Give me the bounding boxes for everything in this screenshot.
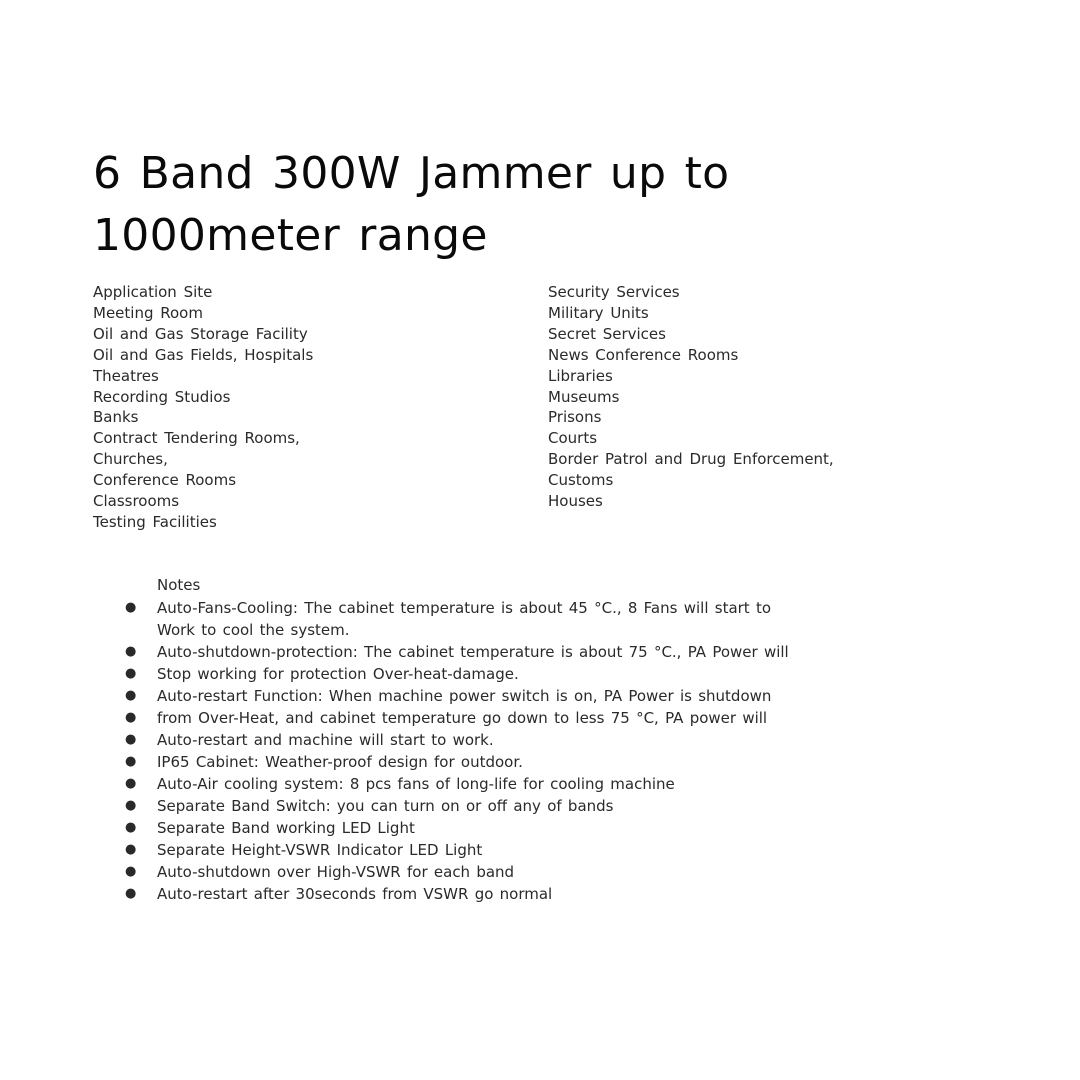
list-item: Security Services (548, 283, 680, 301)
bullet-icon: ● (125, 798, 137, 813)
title-line-2: 1000meter range (93, 210, 488, 261)
bullet-icon: ● (125, 710, 137, 725)
list-item: Secret Services (548, 324, 666, 343)
bullet-icon: ● (125, 842, 137, 857)
list-item: Conference Rooms (93, 471, 237, 490)
note-item (125, 795, 789, 817)
list-item: Courts (548, 429, 598, 448)
list-item: Recording Studios (93, 387, 231, 406)
note-item (125, 839, 789, 861)
list-item: Banks (93, 408, 139, 427)
bullet-icon: ● (125, 864, 137, 879)
note-text: Auto-restart and machine will start to work. (157, 731, 494, 749)
application-sites-right-list (548, 282, 834, 512)
list-item: Contract Tendering Rooms, (93, 429, 300, 448)
bullet-icon: ● (125, 688, 137, 703)
note-text-continuation: Work to cool the system. (157, 621, 350, 639)
list-item: Testing Facilities (93, 512, 217, 531)
notes-heading: Notes (157, 576, 201, 594)
note-item (125, 707, 789, 729)
note-item (125, 597, 789, 641)
list-item: Theatres (93, 366, 159, 385)
list-item: Libraries (548, 366, 613, 385)
bullet-icon: ● (125, 776, 137, 791)
page-title (93, 143, 793, 267)
list-item: Border Patrol and Drug Enforcement, (548, 450, 834, 469)
note-item (125, 883, 789, 905)
note-item (125, 641, 789, 663)
note-text: Separate Band Switch: you can turn on or off any of bands (157, 797, 614, 815)
bullet-icon: ● (125, 886, 137, 901)
list-item: Classrooms (93, 492, 180, 511)
note-item (125, 685, 789, 707)
note-item (125, 729, 789, 751)
bullet-icon: ● (125, 732, 137, 747)
note-item (125, 861, 789, 883)
list-item: Meeting Room (93, 303, 203, 322)
note-text: Separate Height-VSWR Indicator LED Light (157, 841, 483, 859)
list-item: Oil and Gas Storage Facility (93, 324, 308, 343)
list-item: Customs (548, 471, 614, 490)
note-text: Auto-shutdown-protection: The cabinet temperature is about 75 °C., PA Power will (157, 643, 789, 661)
note-text: Auto-restart Function: When machine power switch is on, PA Power is shutdown (157, 687, 772, 705)
bullet-icon: ● (125, 754, 137, 769)
bullet-icon: ● (125, 600, 137, 615)
application-sites-left-list (93, 282, 313, 533)
bullet-icon: ● (125, 644, 137, 659)
note-text: Separate Band working LED Light (157, 819, 415, 837)
note-text: Auto-restart after 30seconds from VSWR go normal (157, 885, 553, 903)
list-item: Prisons (548, 408, 602, 427)
bullet-icon: ● (125, 666, 137, 681)
list-item: News Conference Rooms (548, 345, 739, 364)
list-item: Churches, (93, 450, 168, 469)
note-item (125, 817, 789, 839)
note-item (125, 773, 789, 795)
note-text: Stop working for protection Over-heat-damage. (157, 665, 519, 683)
note-text: Auto-Fans-Cooling: The cabinet temperature is about 45 °C., 8 Fans will start to (157, 599, 772, 617)
list-item: Museums (548, 387, 620, 406)
bullet-icon: ● (125, 820, 137, 835)
note-item (125, 663, 789, 685)
list-item: Oil and Gas Fields, Hospitals (93, 345, 314, 364)
note-item (125, 751, 789, 773)
note-text: Auto-Air cooling system: 8 pcs fans of long-life for cooling machine (157, 775, 675, 793)
list-item: Houses (548, 492, 603, 511)
list-item: Military Units (548, 303, 649, 322)
note-text: from Over-Heat, and cabinet temperature go down to less 75 °C, PA power will (157, 709, 768, 727)
note-text: IP65 Cabinet: Weather-proof design for outdoor. (157, 753, 523, 771)
note-text: Auto-shutdown over High-VSWR for each band (157, 863, 515, 881)
list-item: Application Site (93, 283, 213, 301)
title-line-1: 6 Band 300W Jammer up to (93, 148, 730, 199)
notes-list (125, 597, 789, 905)
